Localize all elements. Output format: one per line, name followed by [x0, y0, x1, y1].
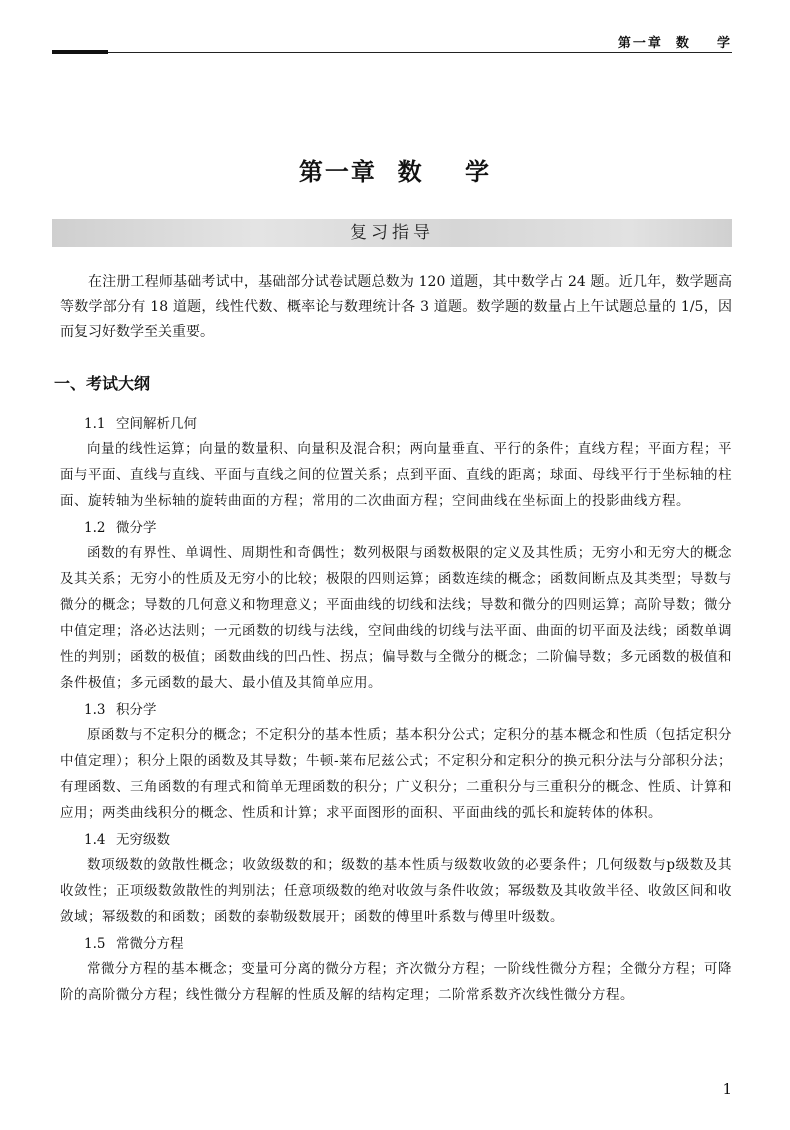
subsection-number: 1.4 — [84, 832, 106, 848]
subsection-body: 数项级数的敛散性概念；收敛级数的和；级数的基本性质与级数收敛的必要条件；几何级数与p级数及其收敛性；正项级数敛散性的判别法；任意项级数的绝对收敛与条件收敛；幂级数及其收敛半径、收敛区间和收敛域；幂级数的和函数；函数的泰勒级数展开；函数的傅里叶系数与傅里叶级数。 — [60, 857, 732, 925]
subsection-heading — [60, 932, 732, 956]
outline-section-1-3 — [60, 698, 732, 826]
subsection-number: 1.1 — [84, 416, 106, 432]
outline-section-1-2 — [60, 516, 732, 696]
subsection-heading — [60, 828, 732, 852]
header-rule-bar — [52, 50, 108, 54]
subsection-title: 微分学 — [116, 520, 157, 536]
subsection-heading — [60, 412, 732, 436]
outline-section-1-5 — [60, 932, 732, 1008]
outline-heading: 一、考试大纲 — [54, 374, 151, 393]
subsection-body: 向量的线性运算；向量的数量积、向量积及混合积；两向量垂直、平行的条件；直线方程；平面方程；平面与平面、直线与直线、平面与直线之间的位置关系；点到平面、直线的距离；球面、母线平行于坐标轴的柱面、旋转轴为坐标轴的旋转曲面的方程；常用的二次曲面方程；空间曲线在坐标面上的投影曲线方程。 — [60, 441, 732, 509]
running-title: 第一章 数 学 — [617, 36, 732, 51]
chapter-title: 第一章 数 学 — [298, 158, 492, 186]
subsection-title: 常微分方程 — [116, 936, 184, 952]
intro-paragraph: 在注册工程师基础考试中，基础部分试卷试题总数为 120 道题，其中数学占 24 题。近几年，数学题高等数学部分有 18 道题，线性代数、概率论与数理统计各 3 道题。数学题的数量占上午试题总量的 1/5，因而复习好数学至关重要。 — [60, 274, 732, 340]
subsection-number: 1.3 — [84, 702, 106, 718]
outline-section-1-4 — [60, 828, 732, 930]
subsection-title: 积分学 — [116, 702, 157, 718]
outline-section-1-1 — [60, 412, 732, 514]
section-banner: 复习指导 — [52, 219, 732, 247]
page-number: 1 — [722, 1080, 732, 1098]
subsection-body: 函数的有界性、单调性、周期性和奇偶性；数列极限与函数极限的定义及其性质；无穷小和无穷大的概念及其关系；无穷小的性质及无穷小的比较；极限的四则运算；函数连续的概念；函数间断点及其类型；导数与微分的概念；导数的几何意义和物理意义；平面曲线的切线和法线；导数和微分的四则运算；高阶导数；微分中值定理；洛必达法则；一元函数的切线与法线，空间曲线的切线与法平面、曲面的切平面及法线；函数单调性的判别；函数的极值；函数曲线的凹凸性、拐点；偏导数与全微分的概念；二阶偏导数；多元函数的极值和条件极值；多元函数的最大、最小值及其简单应用。 — [60, 545, 732, 691]
subsection-number: 1.5 — [84, 936, 106, 952]
running-header — [52, 30, 732, 53]
subsection-body: 常微分方程的基本概念；变量可分离的微分方程；齐次微分方程；一阶线性微分方程；全微分方程；可降阶的高阶微分方程；线性微分方程解的性质及解的结构定理；二阶常系数齐次线性微分方程。 — [60, 961, 732, 1003]
subsection-heading — [60, 516, 732, 540]
subsection-title: 空间解析几何 — [116, 416, 197, 432]
subsection-number: 1.2 — [84, 520, 106, 536]
page-content — [54, 270, 732, 1008]
subsection-heading — [60, 698, 732, 722]
subsection-body: 原函数与不定积分的概念；不定积分的基本性质；基本积分公式；定积分的基本概念和性质（包括定积分中值定理）；积分上限的函数及其导数；牛顿-莱布尼兹公式；不定积分和定积分的换元积分法与分部积分法；有理函数、三角函数的有理式和简单无理函数的积分；广义积分；二重积分与三重积分的概念、性质、计算和应用；两类曲线积分的概念、性质和计算；求平面图形的面积、平面曲线的弧长和旋转体的体积。 — [60, 727, 732, 821]
subsection-title: 无穷级数 — [116, 832, 170, 848]
